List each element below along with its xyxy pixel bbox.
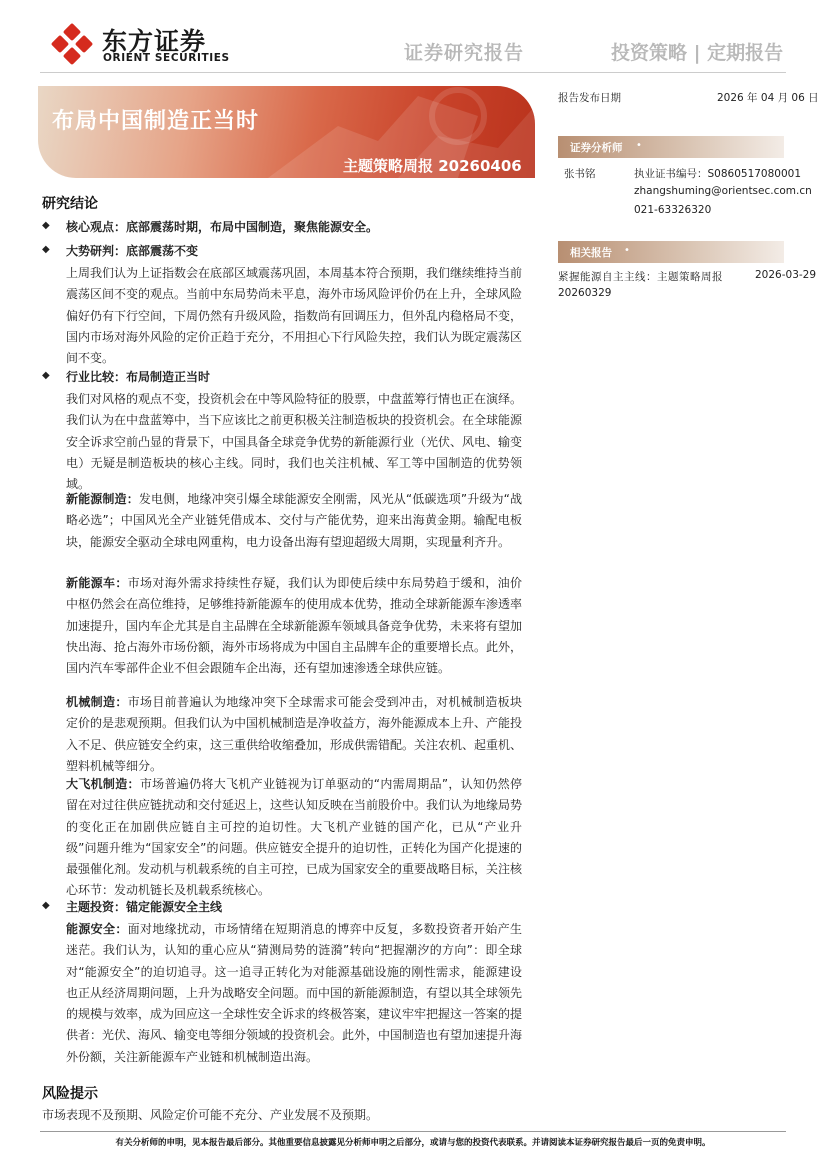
bullet-icon: ◆ <box>42 370 50 381</box>
analyst-cert: 执业证书编号：S0860517080001 <box>634 168 802 180</box>
new-energy-vehicle-paragraph: 新能源车：市场对海外需求持续性存疑，我们认为即使后续中东局势趋于缓和，油价中枢仍然会在高位维持，足够维持新能源车的使用成本优势，推动全球新能源车渗透率加速提升，国内车企尤其是自主品牌在全球新能源车领域具备竞争优势，未来将有望加快出海、抢占海外市场份额，海外市场将成为中国自主品牌车企的重要增长点。此外，国内汽车零部件企业不但会跟随车企出海，还有望加速渗透全球供应链。 <box>66 576 523 676</box>
dot-icon: • <box>624 245 630 256</box>
report-subtitle: 主题策略周报 20260406 <box>343 157 522 175</box>
aircraft-paragraph: 大飞机制造：市场普遍仍将大飞机产业链视为订单驱动的“内需周期品”，认知仍然停留在对过往供应链扰动和交付延迟上，这些认知反映在当前股价中。我们认为地缘局势的变化正在加剧供应链自主可控的迫切性。大飞机产业链的国产化，已从“产业升级”问题升维为“国家安全”的问题。供应链安全提升的迫切性，正转化为国产化提速的最强催化剂。发动机与机载系统的自主可控，已成为国家安全的重要战略目标，关注核心环节：发动机链长及机载系统核心。 <box>66 777 523 898</box>
risk-text: 市场表现不及预期、风险定价可能不充分、产业发展不及预期。 <box>42 1108 379 1122</box>
footer-divider <box>40 1131 786 1132</box>
analyst-section-header <box>558 136 784 158</box>
logo-en-text: ORIENT SECURITIES <box>103 52 230 64</box>
publish-date-label: 报告发布日期 <box>558 92 621 104</box>
risk-title: 风险提示 <box>42 1086 98 1102</box>
analyst-email[interactable]: zhangshuming@orientsec.com.cn <box>634 185 812 197</box>
related-section-header <box>558 241 784 263</box>
bullet-icon: ◆ <box>42 900 50 911</box>
footer-disclaimer: 有关分析师的申明，见本报告最后部分。其他重要信息披露见分析师申明之后部分，或请与您的投资代表联系。并请阅读本证券研究报告最后一页的免责申明。 <box>115 1138 711 1148</box>
bullet-core-view: 核心观点：底部震荡时期，布局中国制造，聚焦能源安全。 <box>66 220 379 234</box>
bullet-icon: ◆ <box>42 244 50 255</box>
industry-paragraph: 我们对风格的观点不变，投资机会在中等风险特征的股票，中盘蓝筹行情也正在演绎。我们认为在中盘蓝筹中，当下应该比之前更积极关注制造板块的投资机会。在全球能源安全诉求空前凸显的背景下，中国具备全球竞争优势的新能源行业（光伏、风电、输变电）无疑是制造板块的核心主线。同时，我们也关注机械、军工等中国制造的优势领域。 <box>66 392 523 492</box>
energy-security-paragraph: 能源安全：面对地缘扰动，市场情绪在短期消息的博弈中反复，多数投资者开始产生迷茫。我们认为，认知的重心应从“猜测局势的涟漪”转向“把握潮汐的方向”：即全球对“能源安全”的迫切追寻。这一追寻正转化为对能源基础设施的刚性需求，能源建设也正从经济周期问题，上升为战略安全问题。而中国的新能源制造，有望以其全球领先的规模与效率，成为回应这一全球性安全诉求的终极答案，建议牢牢把握这一答案的提供者：光伏、海风、输变电等细分领域的投资机会。此外，中国制造也有望加速提升海外份额，关注新能源车产业链和机械制造出海。 <box>66 922 523 1064</box>
trend-paragraph: 上周我们认为上证指数会在底部区域震荡巩固，本周基本符合预期，我们继续维持当前震荡区间不变的观点。当前中东局势尚未平息，海外市场风险评价仍在上升，全球风险偏好仍有下行空间，下周仍然有升级风险，指数尚有回调压力，但外乱内稳格局不变，国内市场对海外风险的定价正趋于充分，不用担心下行风险失控，我们认为既定震荡区间不变。 <box>66 266 523 366</box>
bullet-theme: 主题投资：锚定能源安全主线 <box>66 900 223 914</box>
bullet-industry: 行业比较：布局制造正当时 <box>66 370 211 384</box>
analyst-section-title: 证券分析师 <box>570 142 623 154</box>
bullet-trend: 大势研判：底部震荡不变 <box>66 244 199 258</box>
dot-icon: • <box>636 140 642 151</box>
related-report-code: 20260329 <box>558 287 612 299</box>
related-section-title: 相关报告 <box>570 247 612 259</box>
report-category: 投资策略 | 定期报告 <box>611 42 784 64</box>
related-report-title[interactable]: 紧握能源自主主线：主题策略周报 <box>558 271 723 283</box>
report-title: 布局中国制造正当时 <box>52 109 260 134</box>
publish-date: 2026 年 04 月 06 日 <box>717 92 819 104</box>
header-divider <box>40 72 786 73</box>
orient-securities-logo-icon <box>50 22 94 66</box>
new-energy-manufacturing-paragraph: 新能源制造：发电侧，地缘冲突引爆全球能源安全刚需，风光从“低碳选项”升级为“战略必选”；中国风光全产业链凭借成本、交付与产能优势，迎来出海黄金期。输配电板块，能源安全驱动全球电网重构，电力设备出海有望迎超级大周期，实现量利齐升。 <box>66 492 522 549</box>
related-report-date: 2026-03-29 <box>755 269 817 281</box>
logo-cn-text: 东方证券 <box>102 27 207 56</box>
machinery-paragraph: 机械制造：市场目前普遍认为地缘冲突下全球需求可能会受到冲击，对机械制造板块定价的是悲观预期。但我们认为中国机械制造是净收益方，海外能源成本上升、产能投入不足、供应链安全约束，这三重供给收缩叠加，形成供需错配。关注农机、起重机、塑料机械等细分。 <box>66 695 523 773</box>
analyst-name: 张书铭 <box>564 168 596 180</box>
analyst-phone: 021-63326320 <box>634 204 712 216</box>
conclusions-title: 研究结论 <box>42 196 98 212</box>
bullet-icon: ◆ <box>42 220 50 231</box>
report-type: 证券研究报告 <box>404 42 525 64</box>
